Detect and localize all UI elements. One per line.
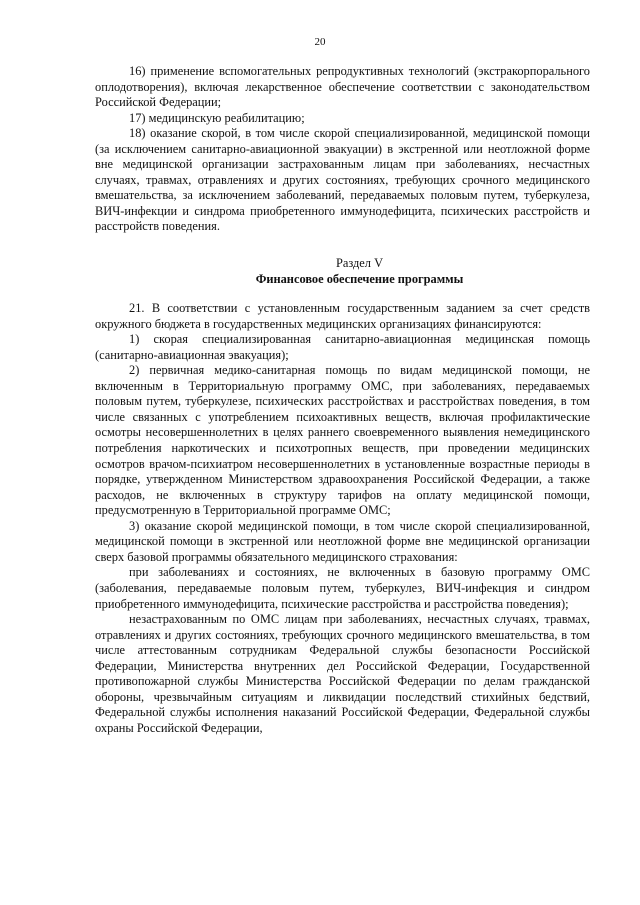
paragraph-item-3: 3) оказание скорой медицинской помощи, в том числе скорой специализированной, медицинской помощи в экстренной или неотложной форме вне медицинской организации сверх базовой программы обязательного медицинского страхования: [95, 518, 590, 564]
paragraph-subitem-diseases: при заболеваниях и состояниях, не включенных в базовую программу ОМС (заболевания, передаваемые половым путем, туберкулез, ВИЧ-инфекция и синдром приобретенного иммунодефицита, психические расстройства и расстройства поведения); [95, 565, 590, 611]
paragraph-item-1: 1) скорая специализированная санитарно-авиационная медицинская помощь (санитарно-авиационная эвакуация); [95, 332, 590, 362]
page-number: 20 [314, 36, 326, 48]
section-title: Финансовое обеспечение программы [255, 271, 464, 286]
section-label: Раздел V [335, 256, 384, 271]
paragraph-21: 21. В соответствии с установленным государственным заданием за счет средств окружного бюджета в государственных медицинских организациях финансируются: [95, 301, 590, 331]
list-item-16: 16) применение вспомогательных репродуктивных технологий (экстракорпорального оплодотворения), включая лекарственное обеспечение соответствии с законодательством Российской Федерации; [95, 64, 590, 110]
document-body [95, 64, 590, 736]
paragraph-item-2: 2) первичная медико-санитарная помощь по видам медицинской помощи, не включенным в Территориальную программу ОМС, при заболеваниях, передаваемых половым путем, туберкулезе, психических расстройствах и расстройствах поведения, в том числе связанных с употреблением психоактивных веществ, включая профилактические осмотры несовершеннолетних в целях раннего своевременного выявления немедицинского потребления наркотических и психотропных веществ, при проведении медицинских осмотров врачом-психиатром несовершеннолетних в установленные возрастные периоды в порядке, утвержденном Министерством здравоохранения Российской Федерации, а также расходов, не включенных в структуру тарифов на оплату медицинской помощи, предусмотренную в Территориальной программе ОМС; [95, 363, 590, 518]
paragraph-subitem-uninsured: незастрахованным по ОМС лицам при заболеваниях, несчастных случаях, травмах, отравлениях и других состояниях, требующих срочного медицинского вмешательства, в том числе аттестованным сотрудникам Федеральной службы безопасности Российской Федерации, Министерства внутренних дел Российской Федерации, Государственной противопожарной службы Министерства Российской Федерации по делам гражданской обороны, чрезвычайным ситуациям и ликвидации последствий стихийных бедствий, Федеральной службы исполнения наказаний Российской Федерации, Федеральной службы охраны Российской Федерации, [95, 612, 590, 735]
list-item-18: 18) оказание скорой, в том числе скорой специализированной, медицинской помощи (за исключением санитарно-авиационной эвакуации) в экстренной или неотложной форме вне медицинской организации застрахованным лицам при заболеваниях, несчастных случаях, травмах, отравлениях и других состояниях, требующих срочного медицинского вмешательства, за исключением заболеваний, передаваемых половым путем, туберкулеза, ВИЧ-инфекции и синдрома приобретенного иммунодефицита, психических расстройств и расстройств поведения. [95, 126, 590, 234]
list-item-17: 17) медицинскую реабилитацию; [129, 110, 305, 125]
